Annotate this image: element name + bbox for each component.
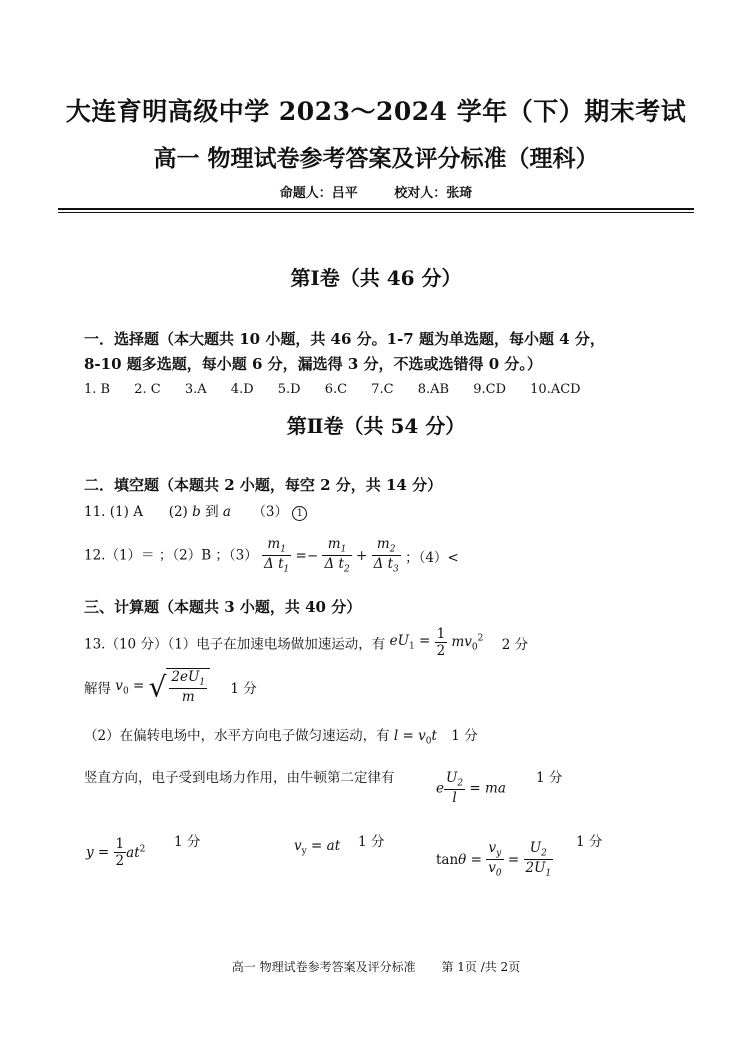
page-footer — [0, 958, 752, 975]
answer-3: 3.A — [184, 382, 207, 397]
q13-line2: （2）在偏转电场中，水平方向电子做匀速运动，有 $l = v_0t$ 1 分 — [84, 728, 478, 747]
tan-equation: tanθ = $\frac{v_y}{v_0}$ = $\frac{U_2}{2U_1}$ — [436, 840, 552, 880]
document-subtitle: 高一 物理试卷参考答案及评分标准（理科） — [153, 145, 599, 172]
momentum-fraction-1: $\frac{m_1}{\Delta t_1}$ — [264, 536, 290, 576]
velocity-equation: $v_y$ = at — [294, 838, 341, 857]
authors-line — [0, 182, 752, 201]
answer-5: 5.D — [277, 382, 301, 397]
q11-answer: 11. (1) A (2) b 到 a （3） 1 — [84, 500, 307, 521]
q13-score7: 1 分 — [576, 834, 603, 850]
setter-name: 命题人：吕平 — [279, 186, 358, 201]
page-number: 第 1页 /共 2页 — [441, 960, 521, 974]
q13-score6: 1 分 — [358, 834, 385, 850]
header-rule-thin — [58, 212, 694, 213]
momentum-fraction-3: $\frac{m_2}{\Delta t_3}$ — [373, 536, 399, 576]
answer-6: 6.C — [324, 382, 348, 397]
answer-10: 10.ACD — [530, 382, 581, 397]
answer-7: 7.C — [371, 382, 394, 397]
document-title: 大连育明高级中学 2023～2024 学年（下）期末考试 — [65, 97, 687, 126]
answer-1: 1. B — [84, 382, 111, 397]
answer-8: 8.AB — [417, 382, 450, 397]
answer-4: 4.D — [230, 382, 254, 397]
q13-score5: 1 分 — [174, 834, 201, 850]
choice-section-title-2: 8-10 题多选题，每小题 6 分，漏选得 3 分，不选或选错得 0 分。） — [84, 355, 542, 373]
half-fraction: $\frac{1}{2}$ — [436, 626, 446, 660]
part1-title: 第Ⅰ卷（共 46 分） — [290, 266, 462, 290]
proofreader-name: 校对人：张琦 — [394, 186, 473, 201]
fill-section-title: 二．填空题（本题共 2 小题，每空 2 分，共 14 分） — [84, 476, 443, 494]
part2-title: 第Ⅱ卷（共 54 分） — [286, 414, 466, 438]
newton-equation: e $\frac{U_2}{l}$ = ma — [436, 770, 506, 807]
choice-answers — [84, 382, 601, 397]
header-rule-thick — [58, 208, 694, 210]
circled-number: 1 — [292, 506, 307, 521]
q13-line3: 竖直方向，电子受到电场力作用，由牛顿第二定律有 — [84, 770, 395, 786]
q13-solve: 解得 $v_0$ = √ $\frac{2eU_1}{m}$ 1 分 — [84, 669, 257, 706]
momentum-fraction-2: $\frac{m_1}{\Delta t_2}$ — [324, 536, 350, 576]
sqrt-expression: $\frac{2eU_1}{m}$ — [166, 668, 210, 706]
answer-9: 9.CD — [473, 382, 507, 397]
displacement-equation: y = $\frac{1}{2}$ $at^2$ — [86, 836, 146, 870]
calc-section-title: 三、计算题（本题共 3 小题，共 40 分） — [84, 598, 362, 616]
q12-answer: 12.（1）＝ ；（2）B ；（3） $\frac{m_1}{\Delta t_1}$ =− $\frac{m_1}{\Delta t_2}$ + $\frac{m_2}{\Delta t_3}$ ；（4）< — [84, 536, 459, 576]
q13-score4: 1 分 — [536, 770, 563, 786]
q13-line1: 13.（10 分）（1）电子在加速电场做加速运动，有 $eU_1$ = $\frac{1}{2}$ $mv_0^2$ 2 分 — [84, 626, 529, 660]
footer-text: 高一 物理试卷参考答案及评分标准 — [231, 960, 416, 974]
choice-section-title-1: 一．选择题（本大题共 10 小题，共 46 分。1-7 题为单选题，每小题 4 分， — [84, 330, 605, 348]
answer-2: 2. C — [134, 382, 161, 397]
